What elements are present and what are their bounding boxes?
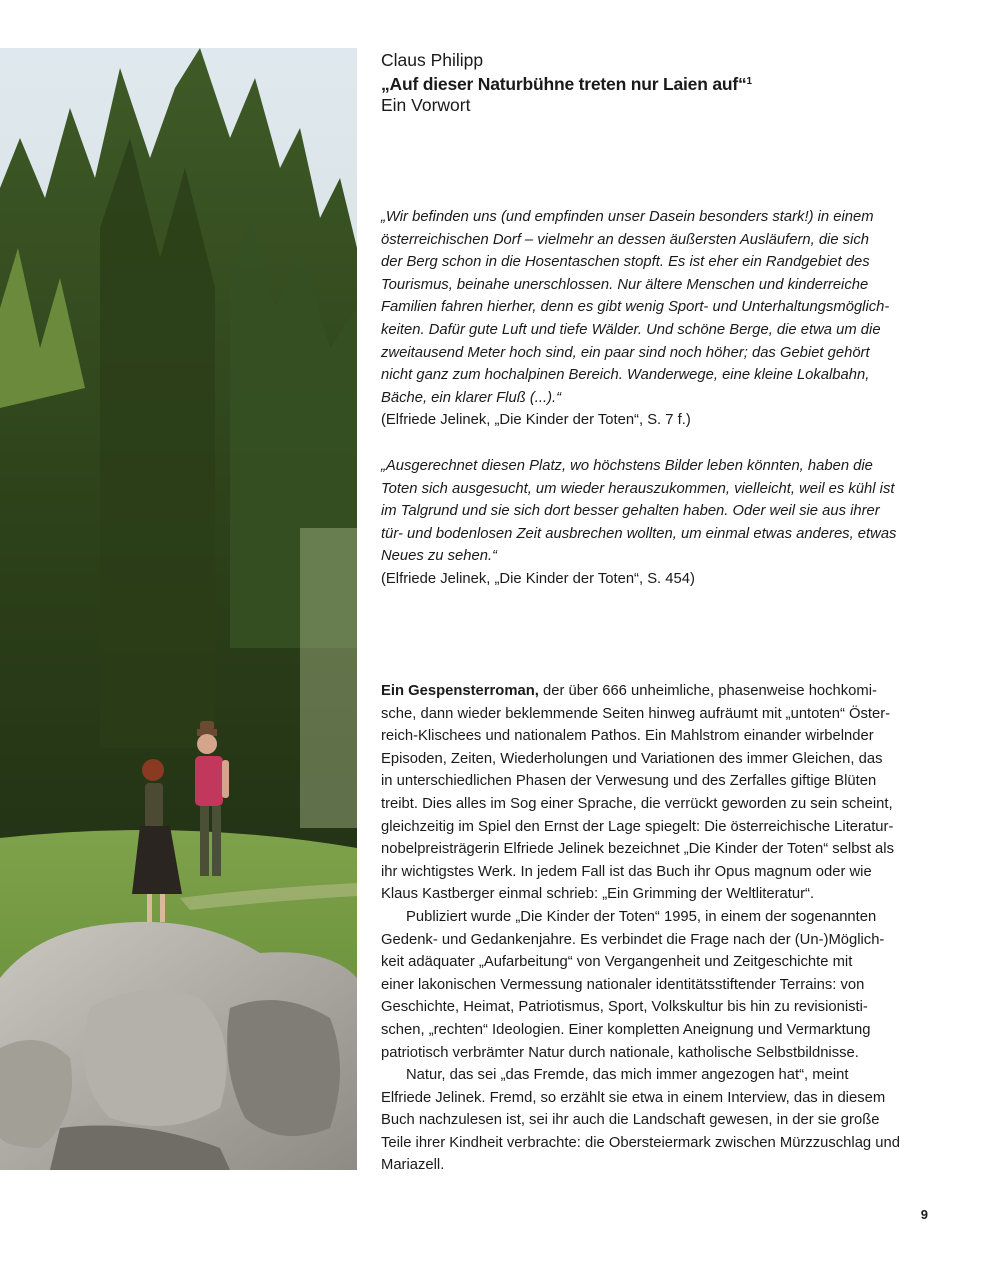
quote-line: zweitausend Meter hoch sind, ein paar sind noch höher; das Gebiet gehört xyxy=(381,344,870,361)
quote-line: Neues zu sehen.“ xyxy=(381,548,497,565)
paragraph-line xyxy=(381,680,941,703)
paragraph-line: sche, dann wieder beklemmende Seiten hinweg aufräumt mit „untoten“ Öster- xyxy=(381,705,891,722)
paragraph-line: Mariazell. xyxy=(381,1157,445,1174)
epigraph-2-source: (Elfriede Jelinek, „Die Kinder der Toten“, S. 454) xyxy=(381,570,695,587)
paragraph-line: patriotisch verbrämter Natur durch nationale, katholische Selbstbildnisse. xyxy=(381,1044,859,1061)
article-header xyxy=(381,50,941,116)
paragraph-2 xyxy=(381,906,941,1064)
article-subtitle: Ein Vorwort xyxy=(381,95,471,115)
paragraph-line: ihr wichtigstes Werk. In jedem Fall ist das Buch ihr Opus magnum oder wie xyxy=(381,863,872,880)
body-text xyxy=(381,680,941,1177)
paragraph-line: Publiziert wurde „Die Kinder der Toten“ 1995, in einem der sogenannten xyxy=(406,908,877,925)
quote-line: Bäche, ein klarer Fluß (...).“ xyxy=(381,389,562,406)
lead-bold: Ein Gespensterroman, xyxy=(381,683,539,699)
quote-line: im Talgrund und sie sich dort besser gehalten haben. Oder weil sie aus ihrer xyxy=(381,503,880,520)
paragraph-line: schen, „rechten“ Ideologien. Einer kompletten Aneignung und Vermarktung xyxy=(381,1021,871,1038)
paragraph-line: Gedenk- und Gedankenjahre. Es verbindet die Frage nach der (Un-)Möglich- xyxy=(381,931,885,948)
quote-line: tür- und bodenlosen Zeit ausbrechen wollten, um einmal etwas anderes, etwas xyxy=(381,525,897,542)
epigraph-2 xyxy=(381,455,941,591)
forest-scene-illustration xyxy=(0,48,357,1170)
footnote-marker: 1 xyxy=(746,76,752,87)
quote-line: nicht ganz zum hochalpinen Bereich. Wanderwege, eine kleine Lokalbahn, xyxy=(381,367,870,384)
quote-line: „Wir befinden uns (und empfinden unser Dasein besonders stark!) in einem xyxy=(381,209,874,225)
paragraph-line: treibt. Dies alles im Sog einer Sprache, die verrückt geworden zu sein scheint, xyxy=(381,795,893,812)
paragraph-line: in unterschiedlichen Phasen der Verwesung und des Zerfalles giftige Blüten xyxy=(381,773,877,790)
paragraph-line: Geschichte, Heimat, Patriotismus, Sport, Volkskultur bis hin zu revisionisti- xyxy=(381,999,868,1016)
paragraph-line: Elfriede Jelinek. Fremd, so erzählt sie etwa in einem Interview, das in diesem xyxy=(381,1089,886,1106)
paragraph-line: gleichzeitig im Spiel den Ernst der Lage spiegelt: Die österreichische Literatur- xyxy=(381,818,894,835)
epigraph-1 xyxy=(381,206,941,432)
quote-line: „Ausgerechnet diesen Platz, wo höchstens Bilder leben könnten, haben die xyxy=(381,458,873,474)
page-number: 9 xyxy=(920,1207,928,1222)
paragraph-line: Natur, das sei „das Fremde, das mich immer angezogen hat“, meint xyxy=(406,1067,849,1084)
forest-photo xyxy=(0,48,357,1170)
paragraph-1 xyxy=(381,680,941,906)
paragraph-line: Episoden, Zeiten, Wiederholungen und Variationen des immer Gleichen, das xyxy=(381,750,883,767)
quote-line: österreichischen Dorf – vielmehr an dessen äußersten Ausläufern, die sich xyxy=(381,231,869,248)
paragraph-line: keit adäquater „Aufarbeitung“ von Vergangenheit und Zeitgeschichte mit xyxy=(381,954,853,971)
paragraph-line: Teile ihrer Kindheit verbrachte: die Obersteiermark zwischen Mürzzuschlag und xyxy=(381,1134,900,1151)
article-title-text: „Auf dieser Naturbühne treten nur Laien auf“ xyxy=(381,74,747,94)
paragraph-line: Klaus Kastberger einmal schrieb: „Ein Grimming der Weltliteratur“. xyxy=(381,886,815,903)
paragraph-3 xyxy=(381,1064,941,1177)
quote-line: keiten. Dafür gute Luft und tiefe Wälder. Und schöne Berge, die etwa um die xyxy=(381,321,881,338)
article-title xyxy=(381,71,941,95)
quote-line: der Berg schon in die Hosentaschen stopft. Es ist eher ein Randgebiet des xyxy=(381,254,870,271)
quote-line: Toten sich ausgesucht, um wieder herauszukommen, vielleicht, weil es kühl ist xyxy=(381,480,895,497)
quote-line: Tourismus, beinahe unerschlossen. Nur ältere Menschen und kinderreiche xyxy=(381,276,869,293)
paragraph-line: reich-Klischees und nationalem Pathos. Ein Mahlstrom einander wirbelnder xyxy=(381,728,874,745)
paragraph-line: nobelpreisträgerin Elfriede Jelinek bezeichnet „Die Kinder der Toten“ selbst als xyxy=(381,841,894,858)
author-name: Claus Philipp xyxy=(381,50,484,70)
quote-line: Familien fahren hierher, denn es gibt wenig Sport- und Unterhaltungsmöglich- xyxy=(381,299,890,316)
epigraph-1-source: (Elfriede Jelinek, „Die Kinder der Toten“, S. 7 f.) xyxy=(381,412,691,429)
epigraph-2-text xyxy=(381,455,941,568)
lead-rest: der über 666 unheimliche, phasenweise hochkomi- xyxy=(538,683,877,699)
epigraph-1-text xyxy=(381,206,941,409)
paragraph-line: einer lakonischen Vermessung nationaler identitätsstiftender Terrains: von xyxy=(381,976,865,993)
paragraph-line: Buch nachzulesen ist, sei ihr auch die Landschaft gewesen, in der sie große xyxy=(381,1112,880,1129)
